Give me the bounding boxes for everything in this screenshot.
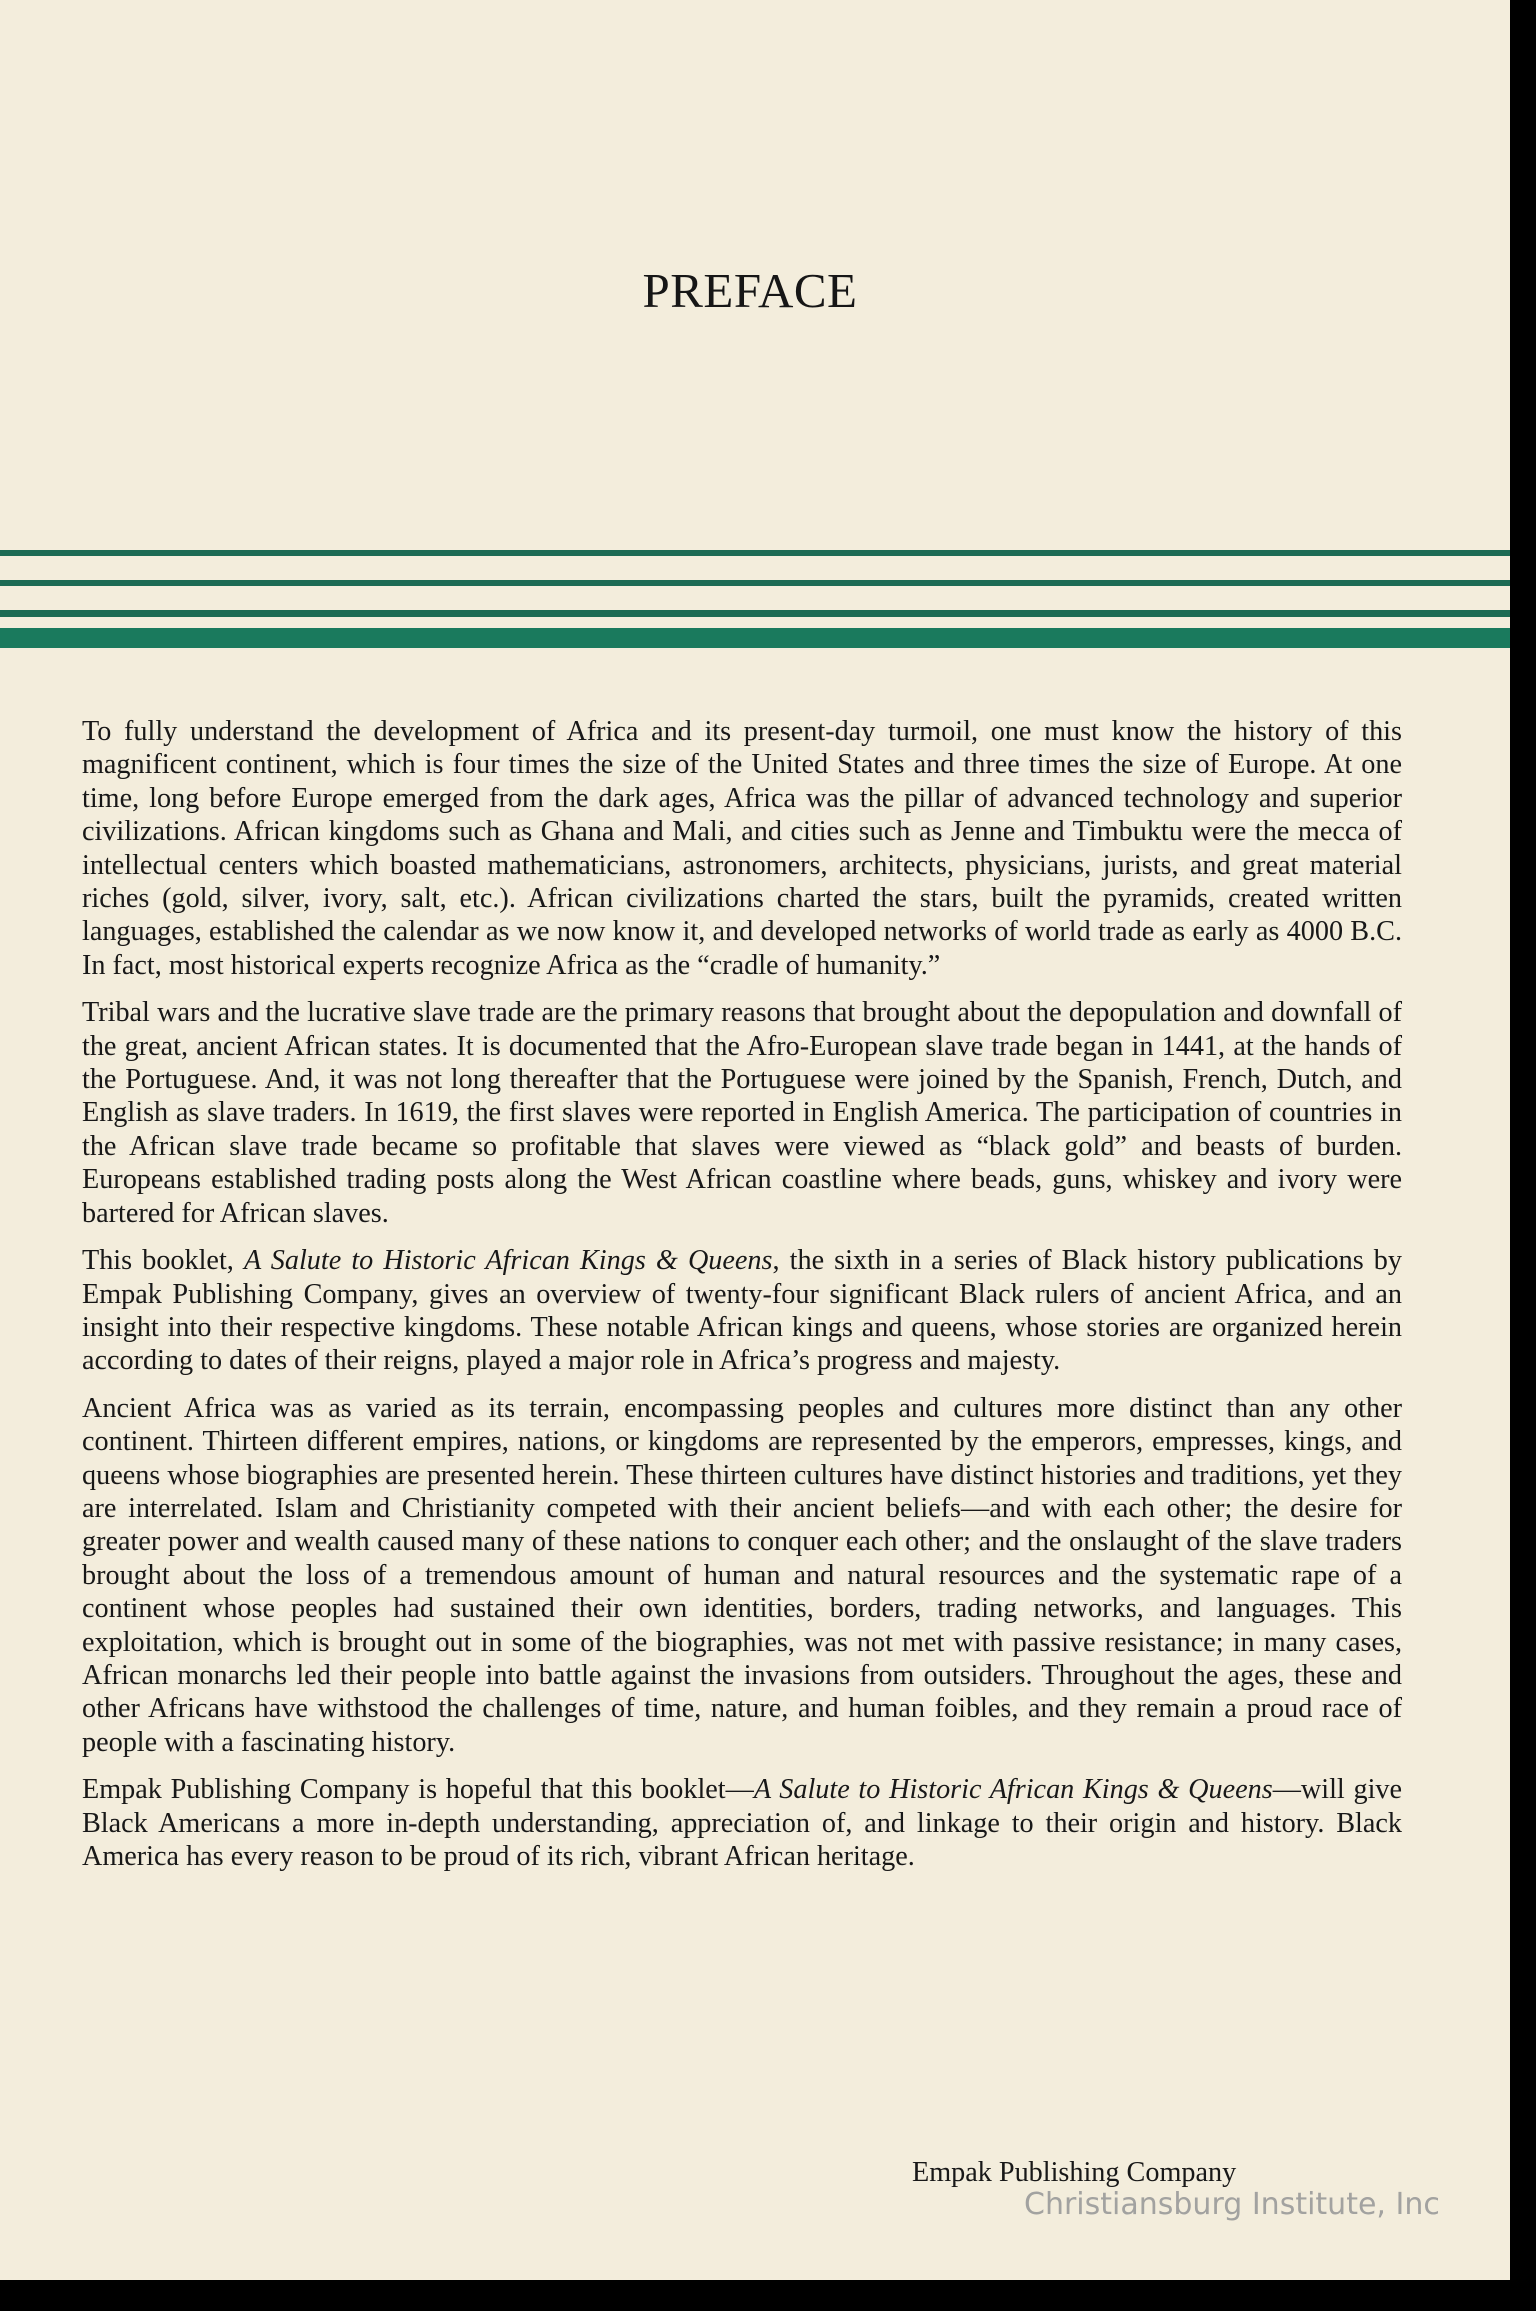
booklet-title: A Salute to Historic African Kings & Queens bbox=[243, 1245, 773, 1277]
paragraph-3-rest: , the sixth in a series of Black history publications by Empak Publishing Company, gives an overview of twenty-four significant Black rulers of ancient Africa, and an insight into their respective kingdoms. These notable African kings and queens, whose stories are organized herein according to dates of their reigns, played a major role in Africa’s progress and majesty. bbox=[82, 1245, 1402, 1377]
paragraph-5 bbox=[82, 1773, 1402, 1873]
booklet-title: A Salute to Historic African Kings & Queens bbox=[753, 1774, 1273, 1806]
paragraph-5-rest: —will give Black Americans a more in-depth understanding, appreciation of, and linkage to their origin and history. Black America has every reason to be proud of its rich, vibrant African heritage. bbox=[82, 1774, 1403, 1872]
decorative-rule bbox=[0, 610, 1510, 617]
preface-body bbox=[82, 715, 1402, 1887]
decorative-band bbox=[0, 628, 1510, 648]
decorative-rule bbox=[0, 580, 1510, 586]
decorative-rule bbox=[0, 550, 1510, 556]
paragraph-2: Tribal wars and the lucrative slave trade are the primary reasons that brought about the depopulation and downfall of the great, ancient African states. It is documented that the Afro-European slave trade began in 1441, at the hands of the Portuguese. And, it was not long thereafter that the Portuguese were joined by the Spanish, French, Dutch, and English as slave traders. In 1619, the first slaves were reported in English America. The participation of countries in the African slave trade became so profitable that slaves were viewed as “black gold” and beasts of burden. Europeans established trading posts along the West African coastline where beads, guns, whiskey and ivory were bartered for African slaves. bbox=[82, 997, 1402, 1229]
paragraph-3-lead: This booklet, bbox=[82, 1245, 244, 1277]
paragraph-1: To fully understand the development of Africa and its present-day turmoil, one must know the history of this magnificent continent, which is four times the size of the United States and three times the size of Europe. At one time, long before Europe emerged from the dark ages, Africa was the pillar of advanced technology and superior civilizations. African kingdoms such as Ghana and Mali, and cities such as Jenne and Timbuktu were the mecca of intellectual centers which boasted mathematicians, astronomers, architects, physicians, jurists, and great material riches (gold, silver, ivory, salt, etc.). African civilizations charted the stars, built the pyramids, created written languages, established the calendar as we now know it, and developed networks of world trade as early as 4000 B.C. In fact, most historical experts recognize Africa as the “cradle of humanity.” bbox=[82, 716, 1402, 981]
paragraph-3 bbox=[82, 1244, 1402, 1378]
paragraph-5-lead: Empak Publishing Company is hopeful that this booklet— bbox=[82, 1774, 754, 1806]
signature: Empak Publishing Company bbox=[912, 2157, 1237, 2188]
paragraph-4: Ancient Africa was as varied as its terrain, encompassing peoples and cultures more distinct than any other continent. Thirteen different empires, nations, or kingdoms are represented by the emperors, empresses, kings, and queens whose biographies are presented herein. These thirteen cultures have distinct histories and traditions, yet they are interrelated. Islam and Christianity competed with their ancient beliefs—and with each other; the desire for greater power and wealth caused many of these nations to conquer each other; and the onslaught of the slave traders brought about the loss of a tremendous amount of human and natural resources and the systematic rape of a continent whose peoples had sustained their own identities, borders, trading networks, and languages. This exploitation, which is brought out in some of the biographies, was not met with passive resistance; in many cases, African monarchs led their people into battle against the invasions from outsiders. Throughout the ages, these and other Africans have withstood the challenges of time, nature, and human foibles, and they remain a proud race of people with a fascinating history. bbox=[82, 1392, 1402, 1758]
watermark: Christiansburg Institute, Inc bbox=[1024, 2187, 1440, 2222]
page-title: PREFACE bbox=[642, 263, 858, 318]
